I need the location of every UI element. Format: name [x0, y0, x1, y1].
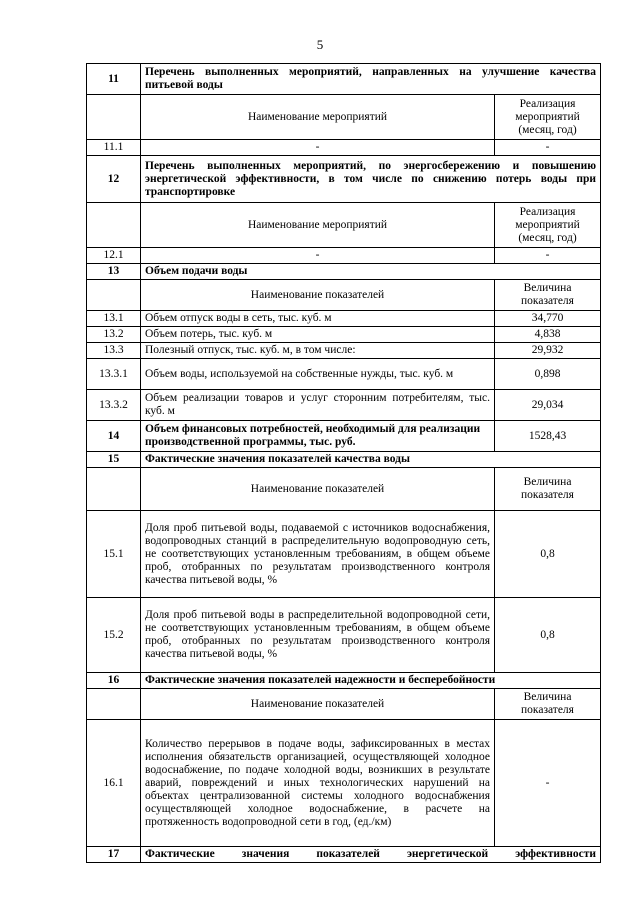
column-header: Наименование мероприятий [141, 203, 495, 248]
column-header: Наименование показателей [141, 280, 495, 311]
column-header-row [87, 203, 601, 248]
empty-cell [87, 95, 141, 140]
row-number: 12.1 [87, 248, 141, 264]
column-header-row [87, 468, 601, 511]
row-number: 16.1 [87, 720, 141, 847]
section-header [87, 156, 601, 203]
table-row [87, 598, 601, 673]
column-header: Реализация мероприятий (месяц, год) [495, 203, 601, 248]
table-row [87, 720, 601, 847]
empty-cell [87, 203, 141, 248]
row-value: 1528,43 [495, 421, 601, 452]
row-name: - [141, 248, 495, 264]
empty-cell [87, 689, 141, 720]
section-header [87, 673, 601, 689]
row-number: 13.3 [87, 343, 141, 359]
row-value: 4,838 [495, 327, 601, 343]
row-value: - [495, 248, 601, 264]
page-number: 5 [316, 37, 324, 52]
section-number: 16 [87, 673, 141, 689]
column-header: Величина показателя [495, 280, 601, 311]
section-number: 12 [87, 156, 141, 203]
row-number: 13.3.1 [87, 359, 141, 390]
row-value: 0,8 [495, 598, 601, 673]
row-number: 13.3.2 [87, 390, 141, 421]
row-value: 0,8 [495, 511, 601, 598]
empty-cell [87, 280, 141, 311]
row-name: Объем реализации товаров и услуг сторонним потребителям, тыс. куб. м [141, 390, 495, 421]
column-header: Реализация мероприятий (месяц, год) [495, 95, 601, 140]
column-header: Величина показателя [495, 689, 601, 720]
section-header [87, 64, 601, 95]
row-value: - [495, 720, 601, 847]
table-row [87, 511, 601, 598]
row-number: 13.2 [87, 327, 141, 343]
section-header [87, 847, 601, 863]
column-header-row [87, 280, 601, 311]
section-title: Перечень выполненных мероприятий, по энергосбережению и повышению энергетической эффективности, в том числе по снижению потерь воды при транспортировке [141, 156, 601, 203]
section-header [87, 452, 601, 468]
table-row [87, 343, 601, 359]
table-row [87, 390, 601, 421]
section-number: 15 [87, 452, 141, 468]
section-title: Объем финансовых потребностей, необходимый для реализации производственной программы, тыс. руб. [141, 421, 495, 452]
report-table [86, 63, 601, 863]
row-name: Доля проб питьевой воды в распределительной водопроводной сети, не соответствующих установленным требованиям, в общем объеме проб, отобранных по результатам производственного контроля качества питьевой воды, % [141, 598, 495, 673]
empty-cell [87, 468, 141, 511]
table-row [87, 359, 601, 390]
row-number: 11.1 [87, 140, 141, 156]
section-title: Объем подачи воды [141, 264, 601, 280]
section-header [87, 264, 601, 280]
row-name: Полезный отпуск, тыс. куб. м, в том числе: [141, 343, 495, 359]
row-name: Количество перерывов в подаче воды, зафиксированных в местах исполнения обязательств организацией, осуществляющей холодное водоснабжение, по подаче холодной воды, возникших в результате аварий, повреждений и иных технологических нарушений на объектах централизованной системы холодного водоснабжения осуществляющей холодное водоснабжение, в расчете на протяженность водопроводной сети в год, (ед./км) [141, 720, 495, 847]
table-row [87, 327, 601, 343]
section-number: 14 [87, 421, 141, 452]
row-name: Объем потерь, тыс. куб. м [141, 327, 495, 343]
section-title: Фактические значения показателей надежности и бесперебойности [141, 673, 601, 689]
column-header: Наименование мероприятий [141, 95, 495, 140]
table-row [87, 140, 601, 156]
row-number: 13.1 [87, 311, 141, 327]
column-header: Наименование показателей [141, 689, 495, 720]
row-name: Объем отпуск воды в сеть, тыс. куб. м [141, 311, 495, 327]
table-row [87, 311, 601, 327]
row-value: 0,898 [495, 359, 601, 390]
row-number: 15.2 [87, 598, 141, 673]
row-value: 34,770 [495, 311, 601, 327]
section-row [87, 421, 601, 452]
row-name: Доля проб питьевой воды, подаваемой с источников водоснабжения, водопроводных станций в распределительную водопроводную сеть, не соответствующих установленным требованиям, в общем объеме проб, отобранных по результатам производственного контроля качества питьевой воды, % [141, 511, 495, 598]
row-name: Объем воды, используемой на собственные нужды, тыс. куб. м [141, 359, 495, 390]
column-header: Величина показателя [495, 468, 601, 511]
section-number: 17 [87, 847, 141, 863]
column-header-row [87, 689, 601, 720]
row-value: 29,932 [495, 343, 601, 359]
section-number: 13 [87, 264, 141, 280]
section-title: Фактические значения показателей качества воды [141, 452, 601, 468]
section-number: 11 [87, 64, 141, 95]
row-value: - [495, 140, 601, 156]
row-name: - [141, 140, 495, 156]
row-value: 29,034 [495, 390, 601, 421]
section-title: Фактические значения показателей энергетической эффективности [141, 847, 601, 863]
column-header: Наименование показателей [141, 468, 495, 511]
section-title: Перечень выполненных мероприятий, направленных на улучшение качества питьевой воды [141, 64, 601, 95]
table-row [87, 248, 601, 264]
column-header-row [87, 95, 601, 140]
row-number: 15.1 [87, 511, 141, 598]
